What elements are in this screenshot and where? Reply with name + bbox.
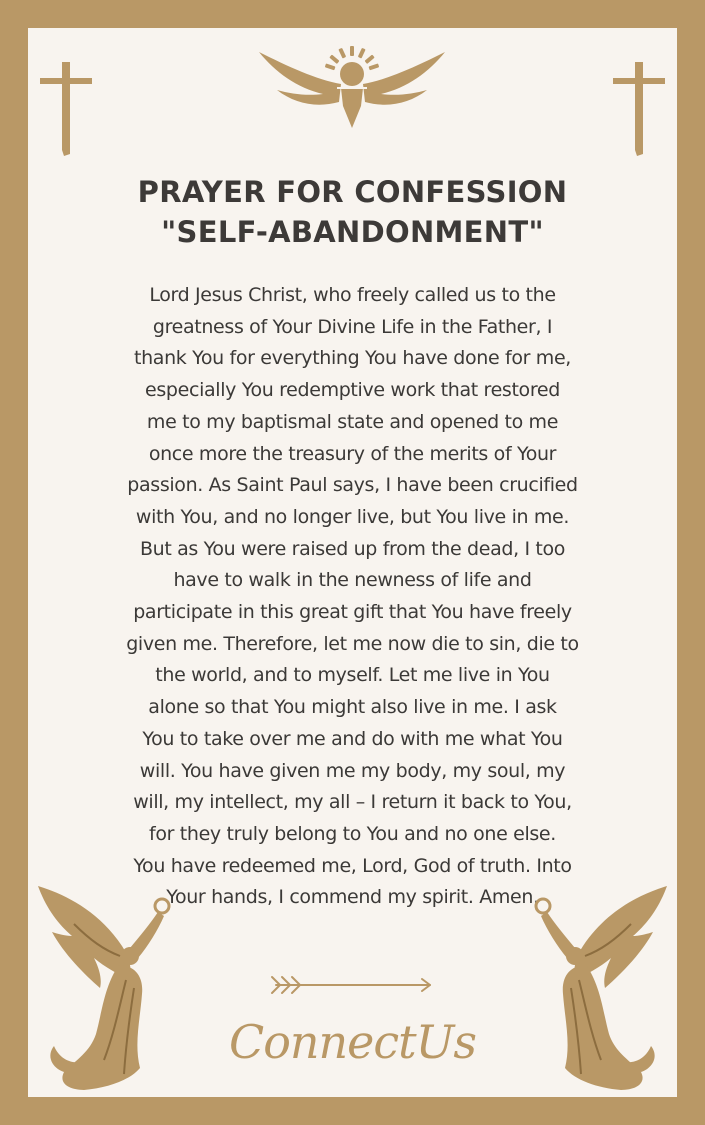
page-title — [28, 172, 677, 252]
brand-logo: ConnectUs — [229, 1015, 476, 1069]
arrow-icon — [268, 972, 436, 998]
prayer-line: greatness of Your Divine Life in the Father, I — [152, 315, 553, 338]
prayer-line: will, my intellect, my all – I return it back to You, — [133, 791, 572, 814]
cross-icon — [40, 60, 92, 156]
prayer-line: You to take over me and do with me what You — [142, 727, 563, 750]
prayer-line: Lord Jesus Christ, who freely called us to the — [149, 284, 556, 306]
prayer-line: Your hands, I commend my spirit. Amen. — [166, 886, 539, 909]
cross-icon — [613, 60, 665, 156]
prayer-line: You have redeemed me, Lord, God of truth. Into — [133, 854, 572, 877]
prayer-line: especially You redemptive work that restored — [145, 379, 560, 402]
prayer-line: me to my baptismal state and opened to me — [146, 410, 559, 433]
prayer-line: thank You for everything You have done for me, — [134, 347, 571, 370]
prayer-line: the world, and to myself. Let me live in You — [155, 664, 550, 687]
prayer-line: alone so that You might also live in me. I ask — [148, 696, 557, 719]
winged-sun-emblem-icon — [257, 44, 447, 130]
prayer-line: with You, and no longer live, but You live in me. — [135, 505, 570, 528]
prayer-line: But as You were raised up from the dead, I too — [139, 537, 566, 560]
prayer-line: once more the treasury of the merits of Your — [148, 442, 557, 465]
prayer-line: given me. Therefore, let me now die to sin, die to — [126, 632, 579, 655]
title-line: "SELF-ABANDONMENT" — [161, 215, 544, 249]
title-line: PRAYER FOR CONFESSION — [137, 175, 568, 209]
prayer-card — [28, 28, 677, 1097]
prayer-text — [28, 280, 677, 914]
prayer-line: passion. As Saint Paul says, I have been crucified — [127, 474, 578, 497]
prayer-line: participate in this great gift that You have freely — [133, 601, 572, 624]
prayer-line: for they truly belong to You and no one else. — [149, 822, 556, 845]
prayer-line: will. You have given me my body, my soul, my — [139, 759, 566, 782]
prayer-line: have to walk in the newness of life and — [173, 569, 532, 592]
